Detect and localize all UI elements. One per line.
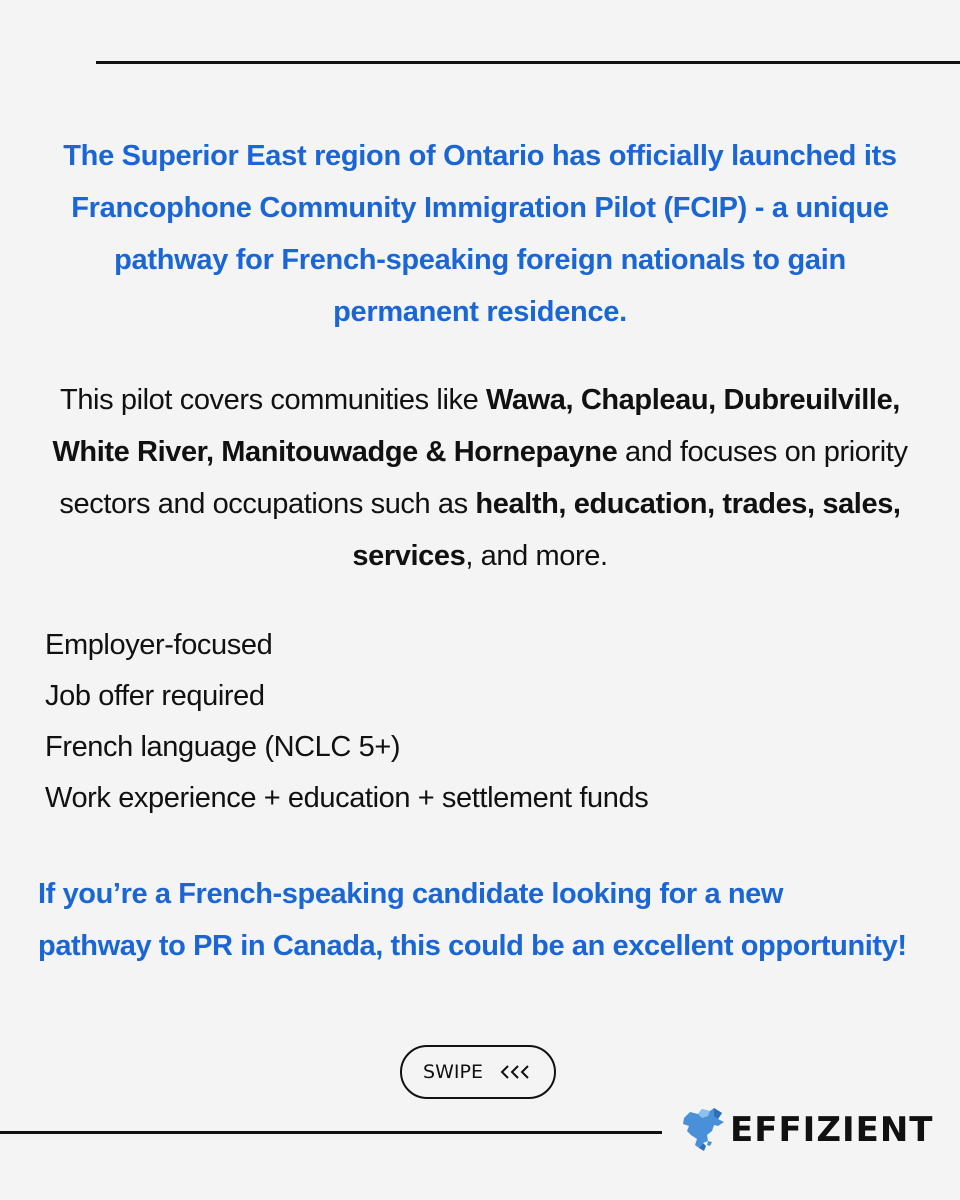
- feature-list: [45, 620, 648, 824]
- swipe-button[interactable]: [400, 1045, 556, 1099]
- description-text: This pilot covers communities like: [60, 384, 486, 416]
- brand-logo: [678, 1104, 934, 1156]
- feature-item: French language (NCLC 5+): [45, 731, 401, 763]
- brand-name: EFFIZIENT: [730, 1110, 934, 1150]
- pilot-description: [30, 374, 930, 582]
- swipe-label: SWIPE: [423, 1061, 483, 1083]
- feature-item: Work experience + education + settlement funds: [45, 782, 649, 814]
- description-text: and focuses on priority sectors and occupations such as: [59, 436, 908, 520]
- intro-line: pathway for French-speaking foreign nationals to gain: [114, 244, 846, 276]
- description-text: , and more.: [465, 540, 608, 572]
- call-to-action: [38, 868, 938, 972]
- bottom-divider: [0, 1131, 662, 1134]
- intro-line: Francophone Community Immigration Pilot (FCIP) - a unique: [71, 192, 889, 224]
- communities-list: Wawa, Chapleau, Dubreuilville, White River, Manitouwadge & Hornepayne: [52, 384, 900, 468]
- top-divider: [96, 61, 960, 64]
- intro-line: The Superior East region of Ontario has officially launched its: [63, 140, 897, 172]
- sectors-list: health, education, trades, sales, services: [352, 488, 901, 572]
- cta-line: If you’re a French-speaking candidate looking for a new: [38, 878, 784, 910]
- north-america-map-icon: [678, 1104, 728, 1156]
- intro-text: [40, 130, 920, 338]
- feature-item: Job offer required: [45, 680, 265, 712]
- cta-line: pathway to PR in Canada, this could be an excellent opportunity!: [38, 930, 907, 962]
- triple-chevron-left-icon: [499, 1064, 533, 1080]
- intro-line: permanent residence.: [333, 296, 627, 328]
- feature-item: Employer-focused: [45, 629, 273, 661]
